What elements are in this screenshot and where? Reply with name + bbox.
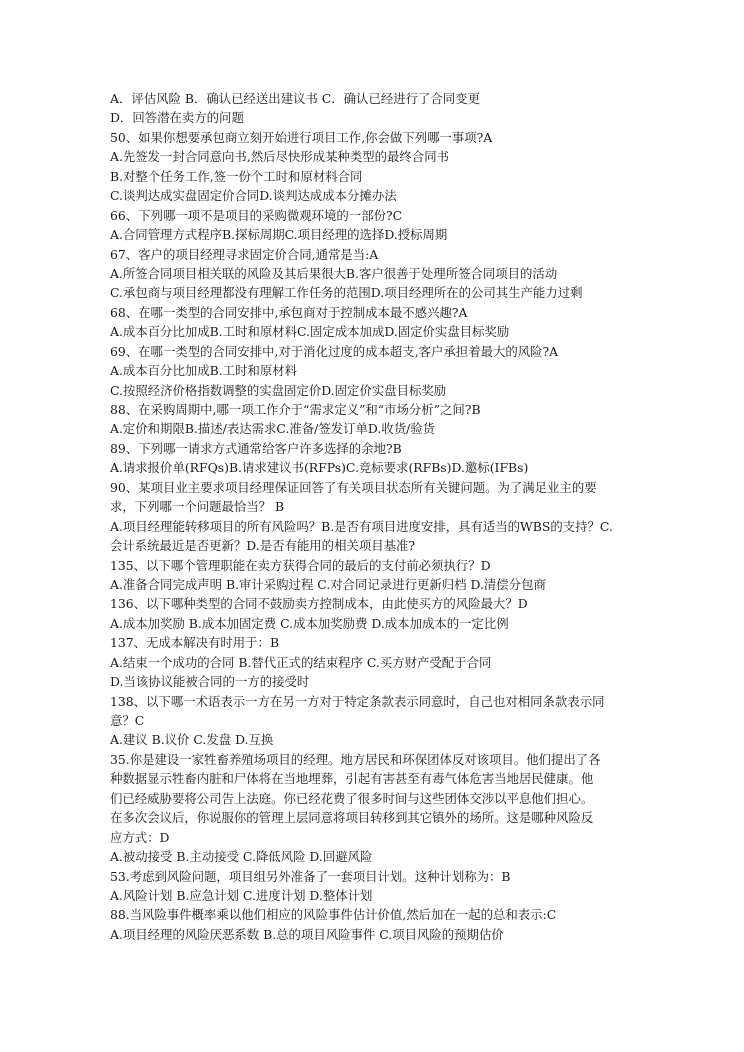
text-line: 138、以下哪一术语表示一方在另一方对于特定条款表示同意时，自己也对相同条款表示同 (110, 693, 605, 709)
text-line: 135、以下哪个管理职能在卖方获得合同的最后的支付前必须执行？D (110, 557, 491, 573)
text-line: 137、无成本解决有时用于：B (110, 635, 280, 651)
text-line: 在多次会议后，你说服你的管理上层同意将项目转移到其它镇外的场所。这是哪种风险反 (110, 810, 594, 826)
text-line: A.风险计划 B.应急计划 C.进度计划 D.整体计划 (110, 887, 373, 903)
text-line: 88、在采购周期中,哪一项工作介于“需求定义”和“市场分析”之间?B (110, 402, 481, 417)
text-line: A.项目经理能转移项目的所有风险吗？B.是否有项目进度安排，具有适当的WBS的支持？C. (110, 518, 613, 534)
document-body (110, 89, 632, 944)
text-line: 们已经威胁要将公司告上法庭。你已经花费了很多时间与这些团体交涉以平息他们担心。 (110, 790, 594, 806)
text-line: D.当该协议能被合同的一方的接受时 (110, 674, 310, 690)
text-line: 66、下列哪一项不是项目的采购微观环境的一部份?C (110, 207, 403, 223)
text-line: 应方式：D (110, 829, 170, 845)
text-line: A.所签合同项目相关联的风险及其后果很大B.客户很善于处理所签合同项目的活动 (110, 265, 558, 281)
text-line: 68、在哪一类型的合同安排中,承包商对于控制成本最不感兴趣?A (110, 304, 468, 320)
text-line: 35.你是建设一家牲畜养殖场项目的经理。地方居民和环保团体反对该项目。他们提出了各 (110, 751, 601, 767)
text-line: B.对整个任务工作,签一份个工时和原材料合同 (110, 168, 363, 184)
text-line: 50、如果你想要承包商立刻开始进行项目工作,你会做下列哪一事项?A (110, 129, 493, 145)
text-line: A．评估风险 B．确认已经送出建议书 C．确认已经进行了合同变更 (110, 91, 480, 106)
text-line: 意？C (110, 713, 145, 728)
text-line: 136、以下哪种类型的合同不鼓励卖方控制成本，由此使买方的风险最大？D (110, 596, 528, 612)
text-line: A.成本百分比加成B.工时和原材料 (110, 363, 298, 379)
text-line: 89、下列哪一请求方式通常给客户许多选择的余地?B (110, 440, 402, 456)
text-line: A.被动接受 B.主动接受 C.降低风险 D.回避风险 (110, 849, 373, 865)
text-line: 会计系统最近是否更新？D.是否有能用的相关项目基准? (110, 538, 416, 554)
text-line: A.定价和期限B.描述/表达需求C.准备/签发订单D.收货/验货 (110, 421, 436, 437)
text-line: 67、客户的项目经理寻求固定价合同,通常是当:A (110, 246, 379, 262)
text-line: C.谈判达成实盘固定价合同D.谈判达成成本分摊办法 (110, 188, 397, 204)
text-line: D．回答潜在卖方的问题 (110, 110, 244, 126)
text-line: A.先签发一封合同意向书,然后尽快形成某种类型的最终合同书 (110, 149, 449, 165)
text-line: A.请求报价单(RFQs)B.请求建议书(RFPs)C.竞标要求(RFBs)D.邀标(IFBs) (110, 460, 529, 476)
text-line: A.成本加奖励 B.成本加固定费 C.成本加奖励费 D.成本加成本的一定比例 (110, 615, 509, 631)
text-line: A.准备合同完成声明 B.审计采购过程 C.对合同记录进行更新归档 D.清偿分包商 (110, 576, 546, 592)
text-line: 88.当风险事件概率乘以他们相应的风险事件估计价值,然后加在一起的总和表示:C (110, 907, 557, 923)
text-line: A.结束一个成功的合同 B.替代正式的结束程序 C.买方财产受配于合同 (110, 654, 492, 670)
text-line: 求，下列哪一个问题最恰当？ B (110, 499, 285, 515)
text-line: A.成本百分比加成B.工时和原材料C.固定成本加成D.固定价实盘目标奖励 (110, 324, 510, 340)
text-line: 69、在哪一类型的合同安排中,对于消化过度的成本超支,客户承担着最大的风险?A (110, 343, 559, 359)
text-line: A.合同管理方式程序B.探标周期C.项目经理的选择D.授标周期 (110, 227, 448, 243)
text-line: A.建议 B.议价 C.发盘 D.互换 (110, 732, 274, 748)
text-line: 90、某项目业主要求项目经理保证回答了有关项目状态所有关键问题。为了满足业主的要 (110, 479, 597, 495)
text-line: 种数据显示牲畜内脏和尸体将在当地埋葬，引起有害甚至有毒气体危害当地居民健康。他 (110, 771, 594, 787)
text-line: A.项目经理的风险厌恶系数 B.总的项目风险事件 C.项目风险的预期估价 (110, 926, 504, 942)
text-line: C.承包商与项目经理都没有理解工作任务的范围D.项目经理所在的公司其生产能力过剩 (110, 285, 583, 301)
text-line: C.按照经济价格指数调整的实盘固定价D.固定价实盘目标奖励 (110, 382, 447, 398)
text-line: 53.考虑到风险问题，项目组另外准备了一套项目计划。这种计划称为：B (110, 868, 511, 884)
